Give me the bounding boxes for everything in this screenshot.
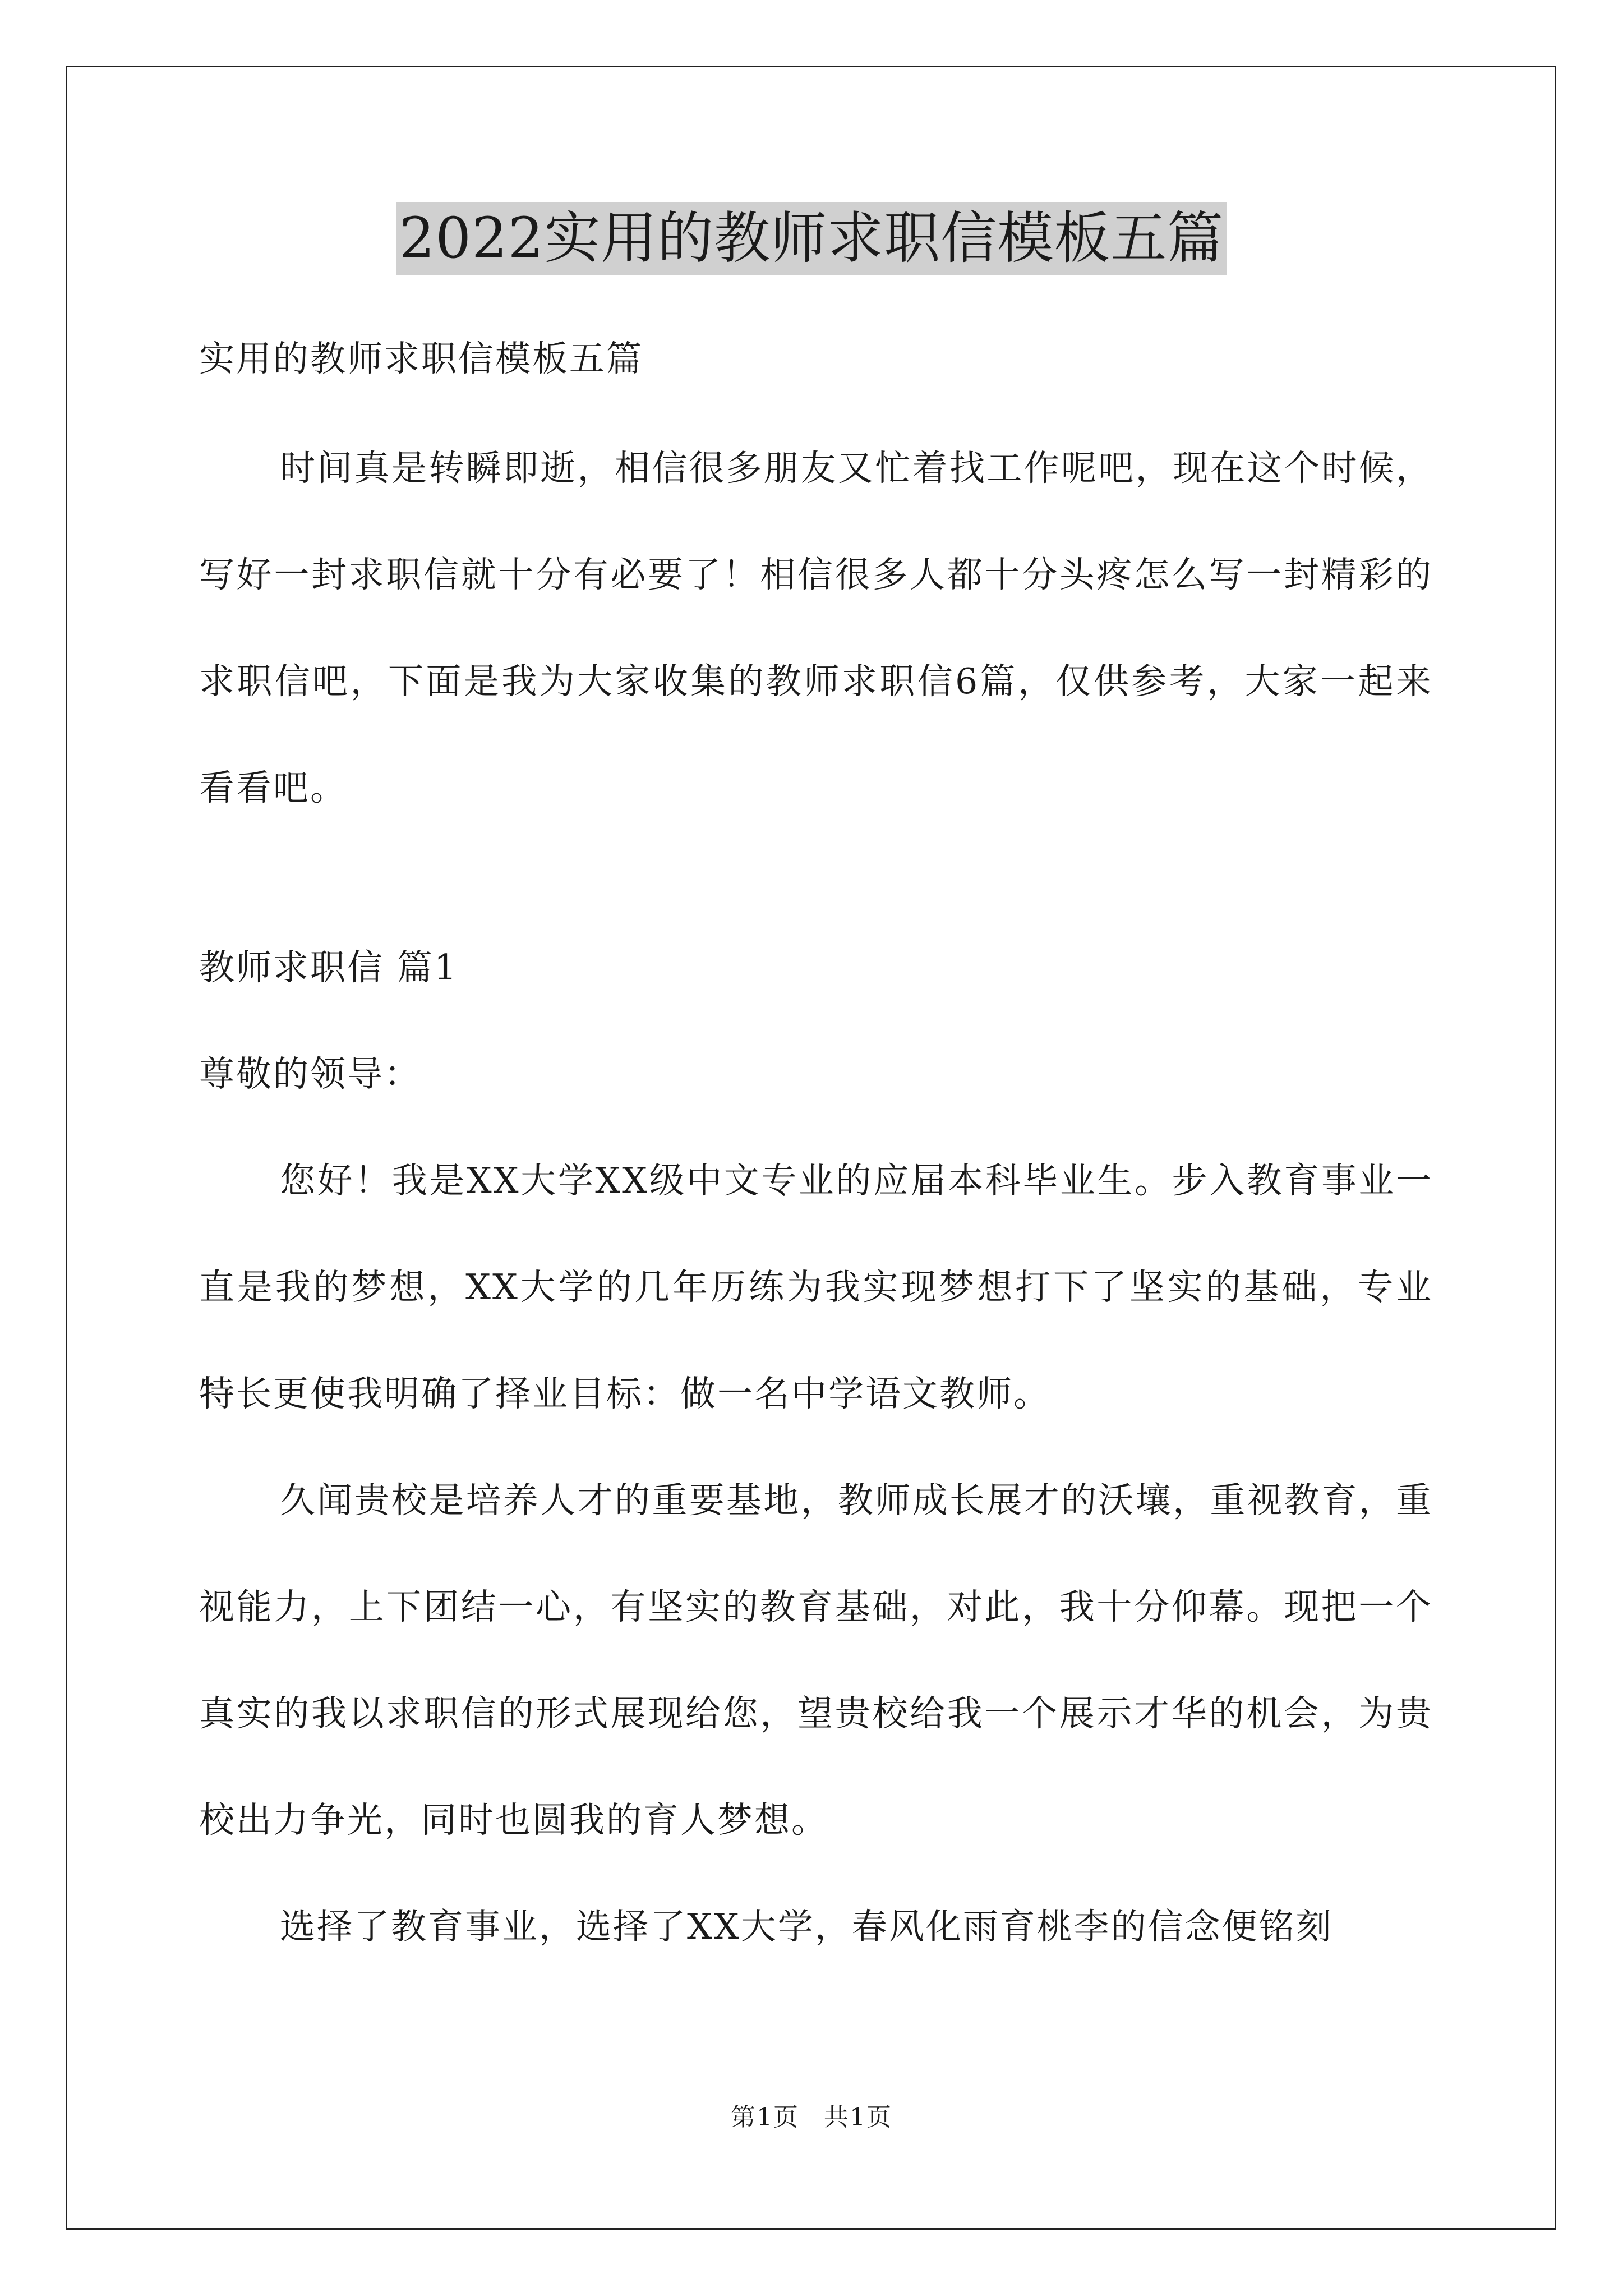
body-paragraph: 您好！我是XX大学XX级中文专业的应届本科毕业生。步入教育事业一直是我的梦想，XX大学的几年历练为我实现梦想打下了坚实的基础，专业特长更使我明确了择业目标：做一名中学语文教师。	[199, 1160, 1433, 1414]
title-container	[0, 202, 1623, 275]
document-title: 2022实用的教师求职信模板五篇	[396, 202, 1228, 275]
body-paragraph: 选择了教育事业，选择了XX大学，春风化雨育桃李的信念便铭刻	[280, 1906, 1333, 1947]
document-subtitle: 实用的教师求职信模板五篇	[199, 338, 643, 379]
page-footer	[0, 2101, 1623, 2134]
page-number: 第1页	[731, 2103, 799, 2132]
page-total: 共1页	[824, 2103, 892, 2132]
spacer	[199, 841, 1433, 914]
salutation: 尊敬的领导：	[199, 1053, 421, 1094]
section-heading: 教师求职信 篇1	[199, 947, 459, 988]
intro-paragraph: 时间真是转瞬即逝，相信很多朋友又忙着找工作呢吧，现在这个时候，写好一封求职信就十分有必要了！相信很多人都十分头疼怎么写一封精彩的求职信吧，下面是我为大家收集的教师求职信6篇，仅供参考，大家一起来看看吧。	[199, 448, 1433, 808]
document-body	[199, 306, 1433, 1980]
body-paragraph: 久闻贵校是培养人才的重要基地，教师成长展才的沃壤，重视教育，重视能力，上下团结一心，有坚实的教育基础，对此，我十分仰幕。现把一个真实的我以求职信的形式展现给您，望贵校给我一个展示才华的机会，为贵校出力争光，同时也圆我的育人梦想。	[199, 1480, 1433, 1841]
